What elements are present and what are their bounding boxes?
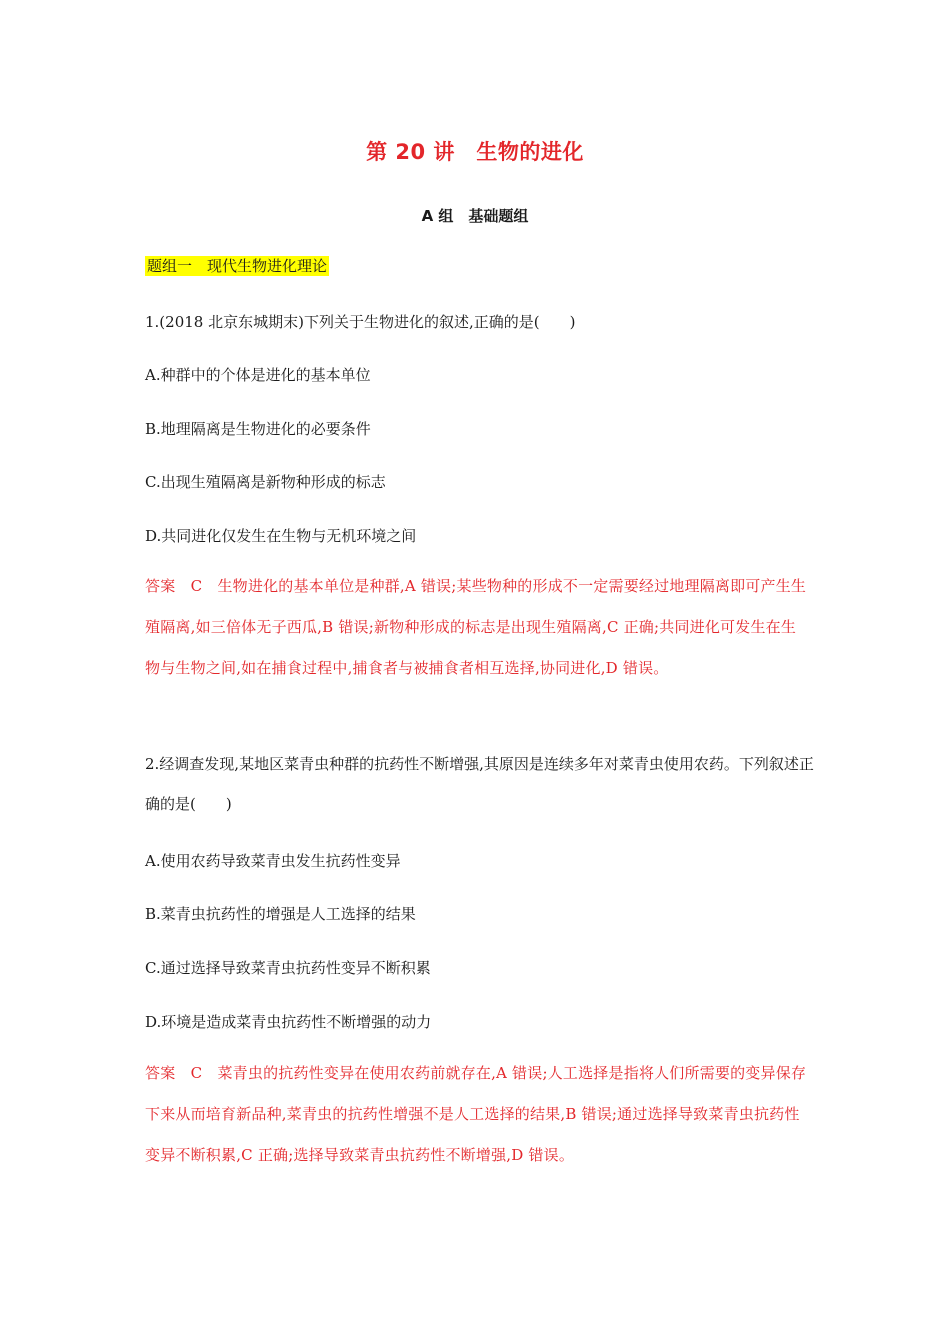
- q2-answer: 答案 C 菜青虫的抗药性变异在使用农药前就存在,A 错误;人工选择是指将人们所需要的变异保存下来从而培育新品种,菜青虫的抗药性增强不是人工选择的结果,B 错误;通过选择导致菜青虫抗药性变异不断积累,C 正确;选择导致菜青虫抗药性不断增强,D 错误。: [145, 1064, 807, 1164]
- q1-answer: 答案 C 生物进化的基本单位是种群,A 错误;某些物种的形成不一定需要经过地理隔离即可产生生殖隔离,如三倍体无子西瓜,B 错误;新物种形成的标志是出现生殖隔离,C 正确;共同进化可发生在生物与生物之间,如在捕食过程中,捕食者与被捕食者相互选择,协同进化,D 错误。: [145, 577, 807, 677]
- q1-option-d: D.共同进化仅发生在生物与无机环境之间: [145, 527, 417, 545]
- q2-option-d: D.环境是造成菜青虫抗药性不断增强的动力: [145, 1013, 432, 1031]
- q1-stem: 1.(2018 北京东城期末)下列关于生物进化的叙述,正确的是( ): [145, 313, 576, 331]
- q2-stem: 2.经调查发现,某地区菜青虫种群的抗药性不断增强,其原因是连续多年对菜青虫使用农药。下列叙述正确的是( ): [145, 755, 814, 813]
- q1-option-a: A.种群中的个体是进化的基本单位: [145, 366, 371, 384]
- section-heading: [145, 255, 329, 276]
- q2-option-a: A.使用农药导致菜青虫发生抗药性变异: [145, 852, 401, 870]
- q2-option-c: C.通过选择导致菜青虫抗药性变异不断积累: [145, 959, 431, 977]
- section-heading-text: 题组一 现代生物进化理论: [147, 257, 328, 275]
- q1-option-b: B.地理隔离是生物进化的必要条件: [145, 420, 371, 438]
- page-title: 第 20 讲 生物的进化: [366, 140, 584, 164]
- group-heading: A 组 基础题组: [421, 207, 529, 225]
- q1-option-c: C.出现生殖隔离是新物种形成的标志: [145, 473, 386, 491]
- q2-option-b: B.菜青虫抗药性的增强是人工选择的结果: [145, 905, 416, 923]
